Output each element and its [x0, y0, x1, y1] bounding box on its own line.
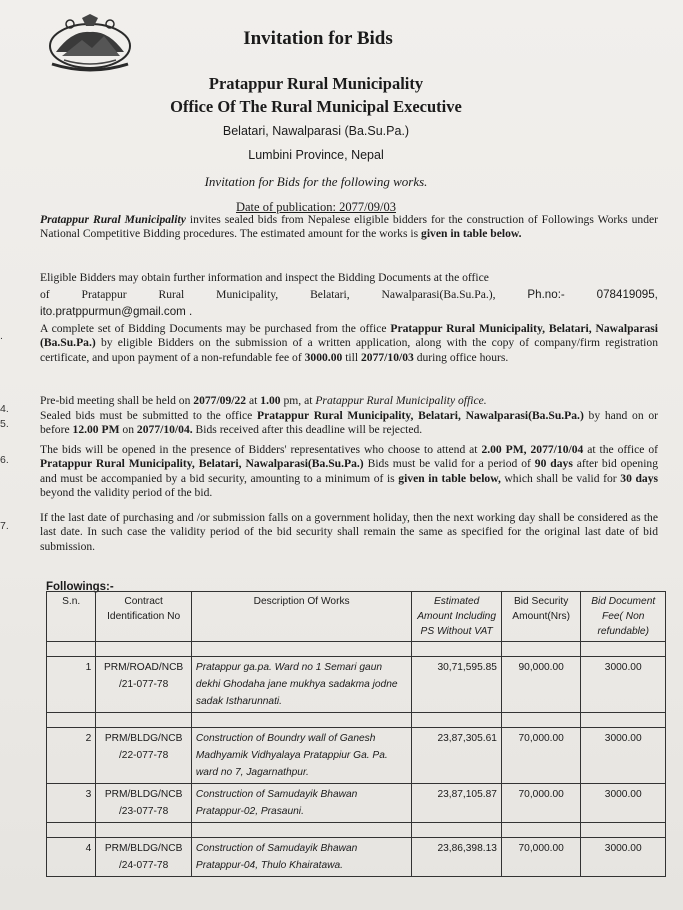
cell-contract: PRM/BLDG/NCB /22-077-78: [96, 728, 192, 784]
cell-description: Construction of Boundry wall of Ganesh Madhyamik Vidhyalaya Pratappiur Ga. Pa. ward no 7, Jagarnathpur.: [191, 728, 411, 784]
works-table: [46, 591, 666, 877]
cell-fee: 3000.00: [581, 657, 666, 713]
cell-estimated: 23,86,398.13: [412, 838, 502, 877]
paragraph-1: [40, 213, 658, 242]
p6-text: at the office of: [583, 443, 658, 456]
cell-bid-security: 70,000.00: [501, 728, 581, 784]
table-spacer: [47, 823, 666, 838]
p6-text: beyond the validity period of the bid.: [40, 486, 213, 500]
p4-text: Pre-bid meeting shall be held on: [40, 394, 194, 407]
cell-estimated: 30,71,595.85: [412, 657, 502, 713]
p3-office: Pratappur Rural Municipality, Belatari, Nawalparasi (Ba.Su.Pa.): [40, 322, 658, 350]
item-number: 4.: [0, 403, 9, 415]
p1-lead: Pratappur Rural Municipality: [40, 213, 186, 226]
p5-text: Sealed bids must be submitted to the office: [40, 409, 258, 422]
paragraph-7: [40, 511, 658, 554]
table-spacer: [47, 642, 666, 657]
item-number: .: [0, 330, 3, 342]
cell-description: Construction of Samudayik Bhawan Pratappur-02, Prasauni.: [191, 784, 411, 823]
p4-place: Pratappur Rural Municipality office.: [315, 394, 487, 407]
table-label: Followings:-: [46, 581, 114, 593]
phone-number: 078419095,: [596, 288, 658, 301]
header-description: Description Of Works: [191, 592, 411, 642]
p7-text: If the last date of purchasing and /or submission falls on a government holiday, then the next working day shall be considered as the last date. In such case the validity period of the bid security shall remain the same as specified for the original last date of bid submission.: [40, 511, 658, 553]
p6-text: The bids will be opened in the presence of Bidders' representatives who choose to attend at: [40, 443, 482, 456]
paragraph-4: [40, 394, 658, 408]
p6-office: Pratappur Rural Municipality, Belatari, Nawalparasi(Ba.Su.Pa.): [40, 457, 364, 471]
cell-sn: 1: [47, 657, 96, 713]
p2-text: Eligible Bidders may obtain further information and inspect the Bidding Documents at the office: [40, 271, 489, 284]
p5-time: 12.00 PM: [72, 423, 120, 437]
item-number: 7.: [0, 520, 9, 532]
contact-word: Nawalparasi(Ba.Su.Pa.),: [381, 288, 496, 301]
province: Lumbini Province, Nepal: [248, 148, 384, 162]
contact-word: Municipality,: [216, 288, 279, 301]
cell-description: Pratappur ga.pa. Ward no 1 Semari gaun dekhi Ghodaha jane mukhya sadakma jodne sadak Istharunnati.: [191, 657, 411, 713]
p4-time: 1.00: [260, 394, 281, 407]
p3-text: till: [342, 350, 361, 364]
p1-bold: given in table below.: [421, 227, 522, 241]
paragraph-6: [40, 443, 658, 501]
p4-text: pm, at: [280, 394, 316, 407]
p3-text: by eligible Bidders on the submission of a written application, along with the copy of company/firm registration certificate, and upon payment of a non-refundable fee of: [40, 336, 658, 364]
cell-bid-security: 70,000.00: [501, 784, 581, 823]
page-title: Invitation for Bids: [243, 28, 393, 49]
cell-fee: 3000.00: [581, 838, 666, 877]
p5-text: on: [119, 423, 137, 437]
email: ito.pratppurmun@gmail.com .: [40, 305, 193, 318]
cell-description: Construction of Samudayik Bhawan Pratappur-04, Thulo Khairatawa.: [191, 838, 411, 877]
cell-estimated: 23,87,105.87: [412, 784, 502, 823]
p5-date: 2077/10/04.: [136, 423, 193, 437]
cell-bid-security: 70,000.00: [501, 838, 581, 877]
table-row: [47, 657, 666, 713]
subtitle: Invitation for Bids for the following works.: [204, 174, 428, 189]
table-row: [47, 784, 666, 823]
cell-estimated: 23,87,305.61: [412, 728, 502, 784]
p3-text: during office hours.: [413, 350, 509, 364]
contact-word: Belatari,: [310, 288, 350, 301]
contact-word: of: [40, 288, 50, 301]
table-row: [47, 728, 666, 784]
p5-text: Bids received after this deadline will be rejected.: [192, 423, 423, 437]
p3-date: 2077/10/03: [360, 350, 414, 364]
paragraph-2: [40, 271, 658, 285]
cell-bid-security: 90,000.00: [501, 657, 581, 713]
p5-office: Pratappur Rural Municipality, Belatari, Nawalparasi(Ba.Su.Pa.): [257, 409, 584, 422]
contact-word: Pratappur: [81, 288, 127, 301]
contact-line: [40, 288, 658, 301]
p1-text: invites sealed bids from Nepalese eligible bidders for the construction of Followings Works under National Competitive Bidding procedures. The estimated amount for the works is: [40, 213, 658, 241]
header-bid-security: Bid Security Amount(Nrs): [501, 592, 581, 642]
header-estimated: Estimated Amount Including PS Without VAT: [412, 592, 502, 642]
publication-date: Date of publication: 2077/09/03: [235, 200, 397, 214]
p5-text: by hand on or before: [40, 409, 658, 437]
p3-fee: 3000.00: [304, 350, 343, 364]
cell-sn: 4: [47, 838, 96, 877]
organization-name: Pratappur Rural Municipality: [208, 74, 424, 93]
p6-validity: 90 days: [534, 457, 573, 471]
p3-text: A complete set of Bidding Documents may be purchased from the office: [40, 322, 391, 335]
header-contract: Contract Identification No: [96, 592, 192, 642]
cell-sn: 3: [47, 784, 96, 823]
cell-sn: 2: [47, 728, 96, 784]
p6-table-ref: given in table below,: [398, 471, 501, 485]
office-name: Office Of The Rural Municipal Executive: [170, 97, 462, 116]
cell-contract: PRM/BLDG/NCB /23-077-78: [96, 784, 192, 823]
header-sn: S.n.: [47, 592, 96, 642]
contact-word: Rural: [158, 288, 185, 301]
cell-fee: 3000.00: [581, 728, 666, 784]
p6-text: after bid opening and must be accompanied by a bid security, amounting to a minimum of is: [40, 457, 659, 485]
paragraph-5: [40, 409, 658, 438]
cell-contract: PRM/BLDG/NCB /24-077-78: [96, 838, 192, 877]
p4-date: 2077/09/22: [193, 394, 247, 407]
p4-text: at: [246, 394, 261, 407]
cell-fee: 3000.00: [581, 784, 666, 823]
p6-text: which shall be valid for: [500, 471, 621, 485]
phone-label: Ph.no:-: [527, 288, 565, 301]
item-number: 5.: [0, 418, 9, 430]
header-fee: Bid Document Fee( Non refundable): [581, 592, 666, 642]
table-row: [47, 838, 666, 877]
cell-contract: PRM/ROAD/NCB /21-077-78: [96, 657, 192, 713]
p6-text: Bids must be valid for a period of: [363, 457, 535, 471]
address: Belatari, Nawalparasi (Ba.Su.Pa.): [222, 124, 410, 138]
table-header-row: [47, 592, 666, 642]
paragraph-3: [40, 322, 658, 365]
table-spacer: [47, 713, 666, 728]
p6-opening: 2.00 PM, 2077/10/04: [481, 443, 584, 456]
p6-days: 30 days: [620, 471, 659, 485]
item-number: 6.: [0, 454, 9, 466]
